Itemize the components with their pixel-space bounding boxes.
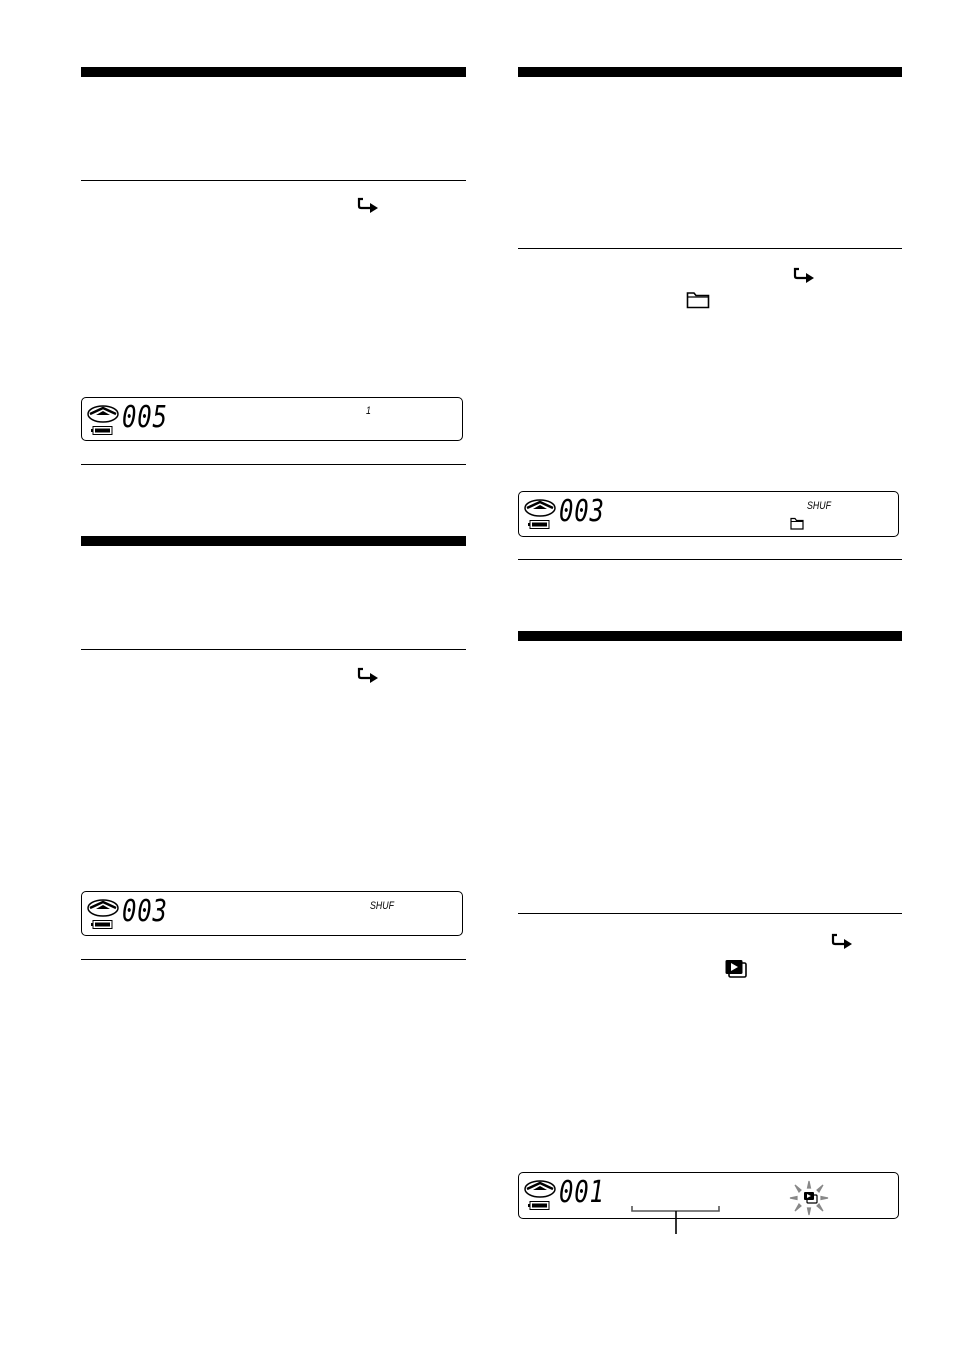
track-number: 005 (122, 400, 168, 435)
play-mode-indicator: SHUF (807, 500, 831, 512)
divider (518, 559, 902, 560)
divider (81, 464, 466, 465)
divider (81, 649, 466, 650)
bookmark-blink-icon (787, 1180, 831, 1216)
track-number: 001 (559, 1175, 605, 1210)
play-mode-indicator: 1 (366, 405, 371, 417)
repeat-arrow-icon (356, 666, 382, 684)
lcd-display-shuffle (81, 891, 463, 936)
repeat-arrow-icon (792, 266, 818, 284)
track-number: 003 (559, 494, 605, 529)
battery-icon (91, 920, 113, 929)
divider (518, 248, 902, 249)
battery-icon (528, 1201, 550, 1210)
repeat-arrow-icon (830, 932, 856, 950)
lcd-display-folder-shuffle (518, 491, 899, 537)
section-header-bar (81, 67, 466, 77)
divider (81, 180, 466, 181)
bookmark-play-icon (724, 959, 748, 979)
battery-icon (528, 520, 550, 529)
disc-icon (87, 404, 119, 424)
disc-icon (524, 498, 556, 518)
battery-icon (91, 426, 113, 435)
disc-icon (87, 898, 119, 918)
section-header-bar (81, 536, 466, 546)
lcd-display-repeat (81, 397, 463, 441)
divider (81, 959, 466, 960)
section-header-bar (518, 67, 902, 77)
track-number: 003 (122, 894, 168, 929)
disc-icon (524, 1179, 556, 1199)
callout-bracket (630, 1205, 722, 1235)
divider (518, 913, 902, 914)
play-mode-indicator: SHUF (370, 900, 394, 912)
folder-icon (686, 291, 710, 309)
repeat-arrow-icon (356, 196, 382, 214)
folder-icon (790, 517, 804, 530)
section-header-bar (518, 631, 902, 641)
